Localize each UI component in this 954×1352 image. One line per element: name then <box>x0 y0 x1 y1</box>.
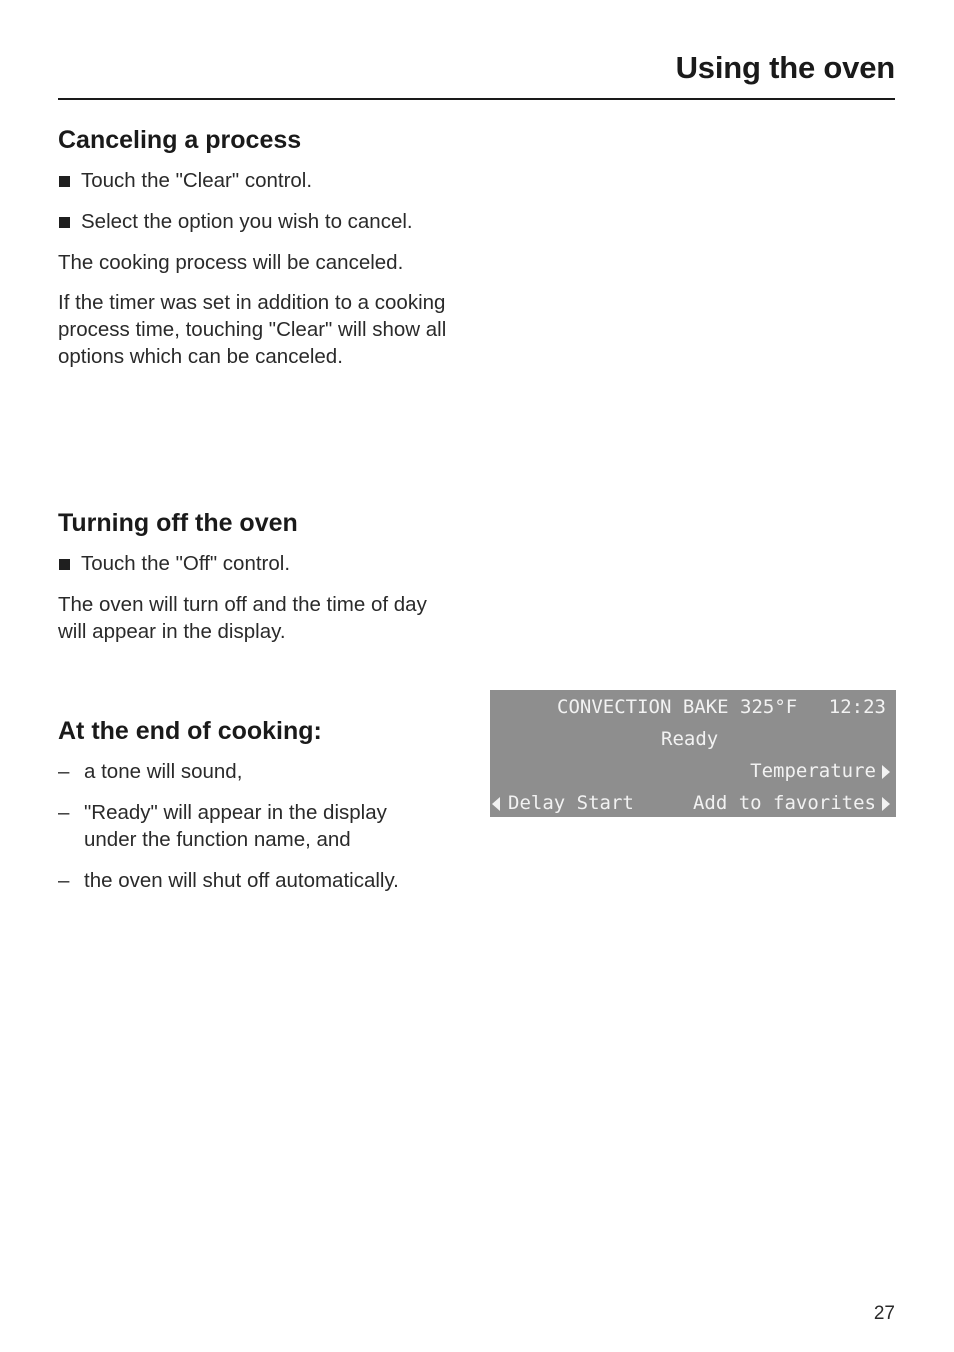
dash-marker: – <box>58 760 70 783</box>
bullet-text: Select the option you wish to cancel. <box>81 210 413 233</box>
section-heading-canceling: Canceling a process <box>58 126 302 154</box>
body-paragraph: The oven will turn off and the time of day will appear in the display. <box>58 593 427 643</box>
dash-item-text: a tone will sound, <box>84 760 243 783</box>
section-end-of-cooking <box>58 717 468 908</box>
display-time: 12:23 <box>828 696 886 718</box>
bullet-text: Touch the "Clear" control. <box>81 169 313 192</box>
dash-list-item <box>58 799 434 853</box>
page-number: 27 <box>873 1303 895 1324</box>
display-function-name: CONVECTION BAKE 325°F <box>557 696 798 718</box>
dash-list-item <box>58 758 468 785</box>
arrow-right-icon <box>882 797 890 811</box>
bullet-item <box>58 208 468 235</box>
dash-item-text: the oven will shut off automatically. <box>84 869 399 892</box>
dash-marker: – <box>58 801 70 824</box>
arrow-right-icon <box>882 765 890 779</box>
title-divider <box>58 98 895 100</box>
square-bullet-icon <box>59 217 70 228</box>
display-favorites-option <box>693 792 890 814</box>
square-bullet-icon <box>59 176 70 187</box>
display-delay-start-label: Delay Start <box>508 792 634 814</box>
dash-list-item <box>58 867 468 894</box>
page-title: Using the oven <box>675 50 895 85</box>
dash-item-text: "Ready" will appear in the display under the function name, and <box>84 801 387 851</box>
section-canceling-process <box>58 126 468 383</box>
arrow-left-icon <box>492 797 500 811</box>
dash-marker: – <box>58 869 70 892</box>
display-status: Ready <box>661 728 719 750</box>
section-turning-off <box>58 509 468 658</box>
oven-display-screen <box>490 690 896 817</box>
square-bullet-icon <box>59 559 70 570</box>
bullet-text: Touch the "Off" control. <box>81 552 291 575</box>
section-heading-end-of-cooking: At the end of cooking: <box>58 717 322 745</box>
display-delay-start-option <box>492 792 634 814</box>
display-temperature-option <box>750 760 890 782</box>
body-paragraph: If the timer was set in addition to a cooking process time, touching "Clear" will show all options which can be canceled. <box>58 291 447 368</box>
bullet-item <box>58 550 468 577</box>
display-favorites-label: Add to favorites <box>692 792 876 814</box>
bullet-item <box>58 167 468 194</box>
body-paragraph: The cooking process will be canceled. <box>58 251 404 274</box>
section-heading-turning-off: Turning off the oven <box>58 509 298 537</box>
display-temperature-label: Temperature <box>750 760 876 782</box>
